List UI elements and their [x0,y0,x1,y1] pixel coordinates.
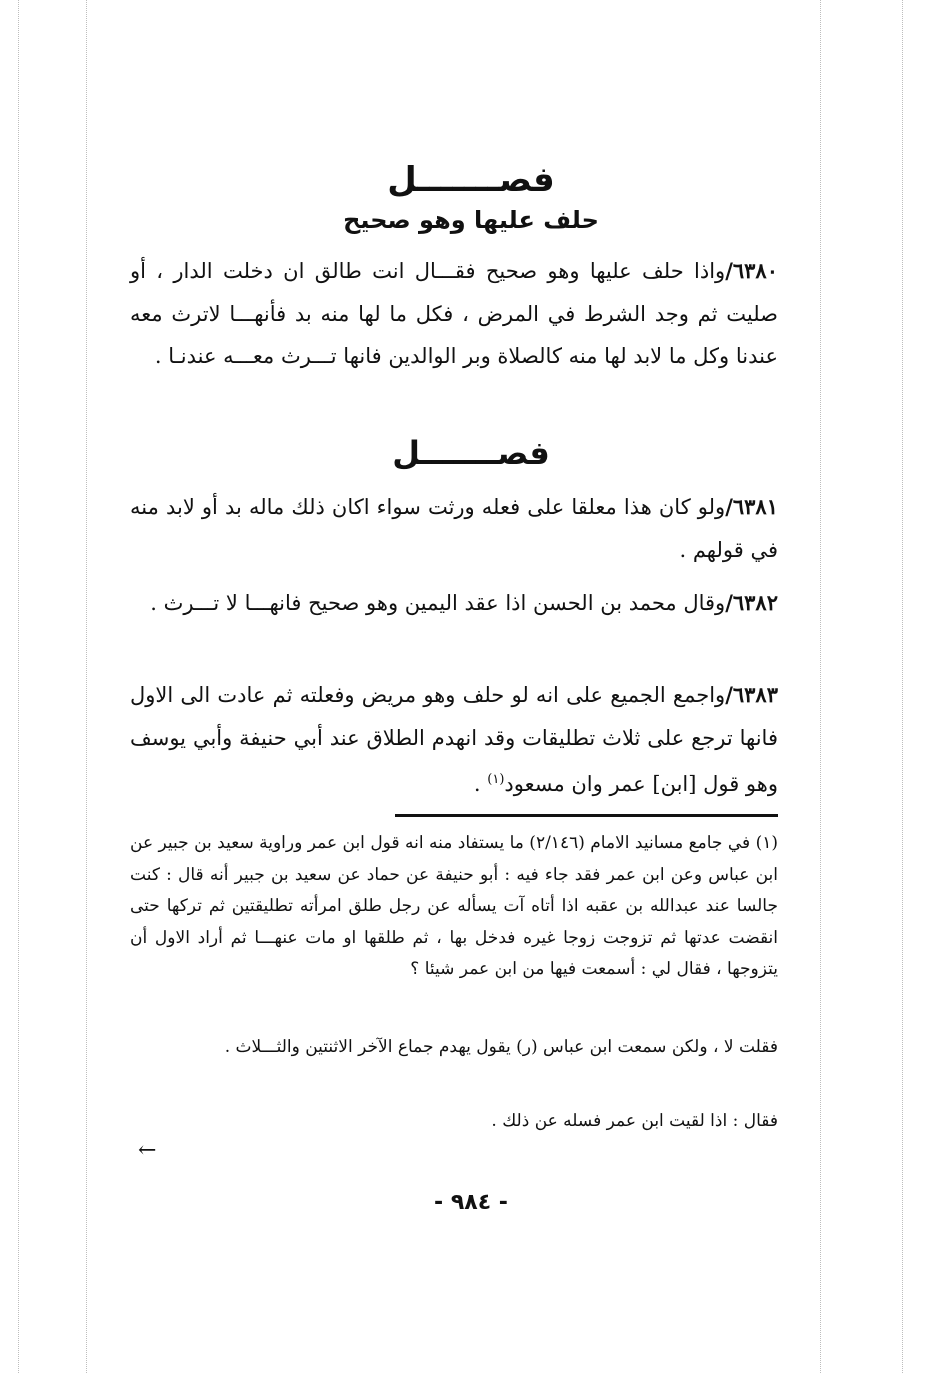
paragraph [130,674,778,806]
paragraph-text: وقال محمد بن الحسن اذا عقد اليمين وهو صحيح فانهـــا لا تـــرث . [150,591,726,615]
paragraph [130,486,778,571]
paragraph [130,582,778,625]
paragraph [130,250,778,378]
paragraph-text: ولو كان هذا معلقا على فعله ورثت سواء اكان ذلك ماله بد أو لابد منه في قولهم . [130,495,778,562]
footnote-divider [395,814,778,817]
footnote-continuation: فقلت لا ، ولكن سمعت ابن عباس (ر) يقول يهدم جماع الآخر الاثنتين والثـــلاث . [224,1037,778,1057]
section-subtitle: حلف عليها وهو صحيح [343,206,599,234]
paragraph-end: . [473,772,488,796]
paragraph-text: واجمع الجميع على انه لو حلف وهو مريض وفعلته ثم عادت الى الاول فانها ترجع على ثلاث تطليقات وقد انهدم الطلاق عند أبي حنيفة وأبي يوسف وهو قول [ابن] عمر وان مسعود [130,683,778,796]
footnote-reference: (١) [487,772,505,787]
page-number: - ٩٨٤ - [434,1190,508,1215]
section-heading: فصـــــــل [392,434,550,472]
paragraph-number: ٦٣٨١/ [725,494,778,519]
footnote-continuation: فقال : اذا لقيت ابن عمر فسله عن ذلك . [491,1111,778,1131]
paragraph-number: ٦٣٨٣/ [725,682,778,707]
paragraph-number: ٦٣٨٢/ [725,590,778,615]
paragraph-text: واذا حلف عليها وهو صحيح فقـــال انت طالق ان دخلت الدار ، أو صليت ثم وجد الشرط في المرض ، فكل ما لها منه بد فأنهـــا لاترث معه عندنا وكل ما لابد لها منه كالصلاة وبر الوالدين فانها تـــرث معـــه عندنـا . [130,259,778,368]
paragraph-number: ٦٣٨٠/ [725,258,778,283]
footnote: (١) في جامع مسانيد الامام (٢/١٤٦) ما يستفاد منه انه قول ابن عمر وراوية سعيد بن جبير عن ابن عباس وعن ابن عمر فقد جاء فيه : أبو حنيفة عن حماد عن سعيد بن جبير أنه قال : كنت جالسا عند عبدالله بن عقبه اذا أتاه آت يسأله عن رجل طلق امرأته تطليقتين ثم تركها حتى انقضت عدتها ثم تزوجت زوجا غيره فدخل بها ، ثم طلقها او مات عنهـــا ثم أراد الاول أن يتزوجها ، فقال لي : أسمعت فيها من ابن عمر شيئا ؟ [130,833,779,979]
continuation-arrow-icon: ← [138,1138,157,1163]
section-heading: فصـــــــل [387,160,555,200]
